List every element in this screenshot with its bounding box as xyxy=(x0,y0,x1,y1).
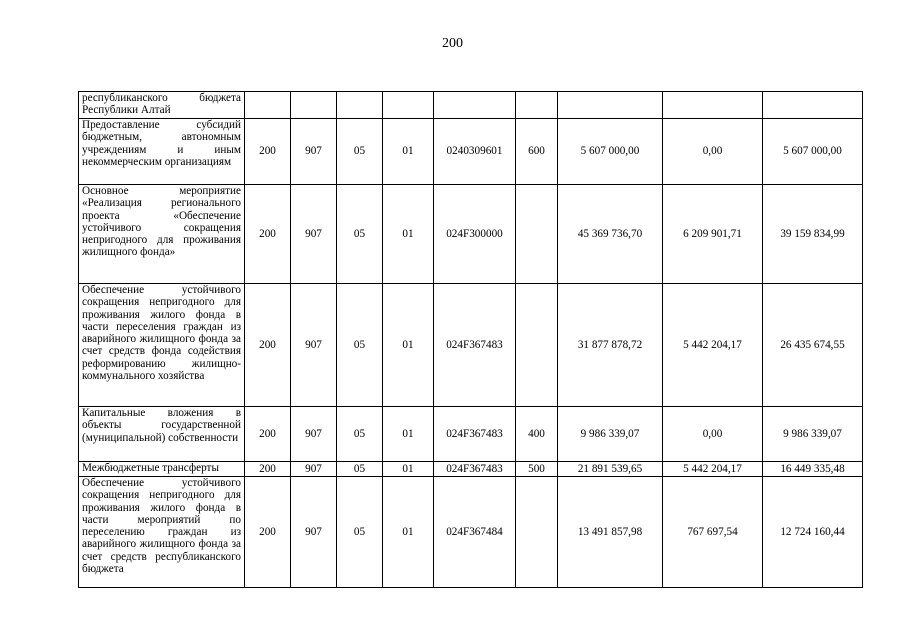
cell-c5: 024F367483 xyxy=(434,407,516,462)
row-name: Обеспечение устойчивого сокращения непригодного для проживания жилого фонда в части мероприятий по переселению граждан из аварийного жилищного фонда за счет средств республиканского бюджета xyxy=(79,477,245,588)
cell-c6 xyxy=(516,185,558,284)
cell-c6 xyxy=(516,284,558,407)
cell-c4: 01 xyxy=(383,119,434,185)
cell-c3: 05 xyxy=(337,477,383,588)
page-number: 200 xyxy=(442,36,463,51)
table-row xyxy=(79,477,863,588)
cell-c7: 21 891 539,65 xyxy=(558,462,663,477)
cell-c8: 5 442 204,17 xyxy=(663,462,763,477)
cell-c3: 05 xyxy=(337,462,383,477)
cell-c9: 5 607 000,00 xyxy=(763,119,863,185)
cell-c3: 05 xyxy=(337,185,383,284)
cell-c4: 01 xyxy=(383,462,434,477)
cell-c9: 9 986 339,07 xyxy=(763,407,863,462)
cell-c8: 0,00 xyxy=(663,119,763,185)
cell-c5: 0240309601 xyxy=(434,119,516,185)
cell-c1 xyxy=(245,92,291,119)
cell-c4: 01 xyxy=(383,284,434,407)
cell-c2: 907 xyxy=(291,284,337,407)
cell-c8: 5 442 204,17 xyxy=(663,284,763,407)
cell-c1: 200 xyxy=(245,119,291,185)
cell-c8: 767 697,54 xyxy=(663,477,763,588)
table-row xyxy=(79,462,863,477)
cell-c1: 200 xyxy=(245,407,291,462)
cell-c4: 01 xyxy=(383,407,434,462)
row-name: Капитальные вложения в объекты государственной (муниципальной) собственности xyxy=(79,407,245,462)
cell-c4 xyxy=(383,92,434,119)
cell-c1: 200 xyxy=(245,284,291,407)
cell-c2: 907 xyxy=(291,462,337,477)
table-row xyxy=(79,407,863,462)
cell-c9: 12 724 160,44 xyxy=(763,477,863,588)
cell-c9: 39 159 834,99 xyxy=(763,185,863,284)
cell-c9 xyxy=(763,92,863,119)
cell-c7: 9 986 339,07 xyxy=(558,407,663,462)
cell-c2 xyxy=(291,92,337,119)
cell-c1: 200 xyxy=(245,185,291,284)
cell-c4: 01 xyxy=(383,477,434,588)
cell-c6: 600 xyxy=(516,119,558,185)
cell-c4: 01 xyxy=(383,185,434,284)
cell-c2: 907 xyxy=(291,407,337,462)
table-row xyxy=(79,284,863,407)
cell-c2: 907 xyxy=(291,119,337,185)
cell-c5: 024F367483 xyxy=(434,462,516,477)
cell-c7 xyxy=(558,92,663,119)
cell-c6 xyxy=(516,92,558,119)
cell-c3: 05 xyxy=(337,119,383,185)
cell-c1: 200 xyxy=(245,477,291,588)
cell-c3 xyxy=(337,92,383,119)
cell-c8 xyxy=(663,92,763,119)
row-name: Обеспечение устойчивого сокращения непригодного для проживания жилого фонда в части переселения граждан из аварийного жилищного фонда за счет средств фонда содействия реформированию жилищно-коммунального хозяйства xyxy=(79,284,245,407)
cell-c5: 024F300000 xyxy=(434,185,516,284)
budget-table xyxy=(78,91,863,588)
row-name: Основное мероприятие «Реализация регионального проекта «Обеспечение устойчивого сокращения непригодного для проживания жилищного фонда» xyxy=(79,185,245,284)
row-name: Предоставление субсидий бюджетным, автономным учреждениям и иным некоммерческим организациям xyxy=(79,119,245,185)
cell-c3: 05 xyxy=(337,284,383,407)
cell-c1: 200 xyxy=(245,462,291,477)
cell-c8: 6 209 901,71 xyxy=(663,185,763,284)
cell-c2: 907 xyxy=(291,185,337,284)
cell-c9: 26 435 674,55 xyxy=(763,284,863,407)
table-row xyxy=(79,119,863,185)
cell-c6 xyxy=(516,477,558,588)
cell-c5: 024F367484 xyxy=(434,477,516,588)
row-name: республиканского бюджета Республики Алтай xyxy=(79,92,245,119)
cell-c6: 500 xyxy=(516,462,558,477)
cell-c5: 024F367483 xyxy=(434,284,516,407)
cell-c7: 5 607 000,00 xyxy=(558,119,663,185)
cell-c2: 907 xyxy=(291,477,337,588)
table-row xyxy=(79,92,863,119)
cell-c9: 16 449 335,48 xyxy=(763,462,863,477)
row-name: Межбюджетные трансферты xyxy=(79,462,245,477)
cell-c6: 400 xyxy=(516,407,558,462)
cell-c7: 45 369 736,70 xyxy=(558,185,663,284)
cell-c7: 31 877 878,72 xyxy=(558,284,663,407)
cell-c7: 13 491 857,98 xyxy=(558,477,663,588)
cell-c3: 05 xyxy=(337,407,383,462)
cell-c8: 0,00 xyxy=(663,407,763,462)
cell-c5 xyxy=(434,92,516,119)
table-row xyxy=(79,185,863,284)
